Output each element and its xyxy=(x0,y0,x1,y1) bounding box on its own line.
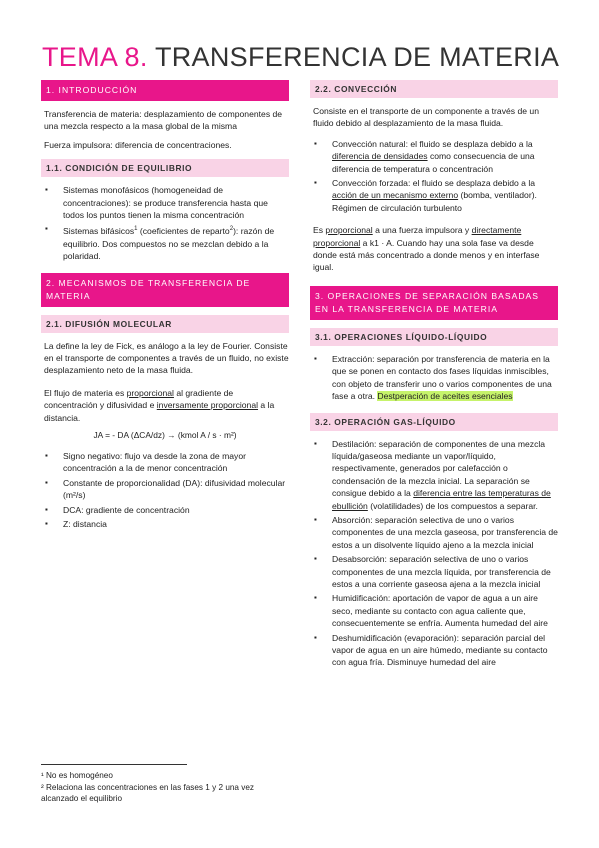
subsection-header-liquido-liquido: 3.1. OPERACIONES LÍQUIDO-LÍQUIDO xyxy=(310,328,558,346)
paragraph: Consiste en el transporte de un componente a través de un fluido debido al desplazamiento de la masa fluida. xyxy=(313,106,539,129)
subsection-header-difusion: 2.1. DIFUSIÓN MOLECULAR xyxy=(41,315,289,333)
left-column xyxy=(41,80,289,536)
footnote-ref[interactable]: 2 xyxy=(229,226,234,233)
underlined-text: inversamente proporcional xyxy=(156,400,259,411)
section-header-mecanismos: 2. MECANISMOS DE TRANSFERENCIA DE MATERIA xyxy=(41,273,289,307)
text: Extracción: separación por transferencia de materia en la que se ponen en contacto dos fases líquidas inmiscibles, con objeto de transferir uno o varios componentes de una fase a otra. xyxy=(332,353,552,402)
list-item xyxy=(330,353,558,403)
bullet-list xyxy=(310,438,558,669)
list-item: ▪ Z: distancia xyxy=(61,518,289,530)
text: Destilación: separación de componentes de una mezcla líquida/gaseosa mediante un vapor/líquido, respectivamente, generados por calefacción o condensación de la mezcla inicial. La separación se consigue debido a la xyxy=(332,438,546,499)
bullet-list xyxy=(310,353,558,403)
footnote-divider xyxy=(41,764,187,765)
list-item: ▪ Constante de proporcionalidad (DA): difusividad molecular (m²/s) xyxy=(61,477,289,502)
footnote-2: ² Relaciona las concentraciones en las fases 1 y 2 una vez alcanzado el equilibrio xyxy=(41,783,254,803)
title-number: TEMA 8. xyxy=(42,42,148,72)
text: a la distancia. xyxy=(44,400,275,423)
text: Sistemas bifásicos xyxy=(63,226,135,237)
paragraph xyxy=(44,387,289,424)
bullet-list xyxy=(41,450,289,530)
underlined-text: proporcional xyxy=(126,387,174,398)
text: Convección natural: el fluido se desplaza debido a la xyxy=(332,138,533,149)
footnote-1: ¹ No es homogéneo xyxy=(41,771,113,780)
underlined-text: acción de un mecanismo externo xyxy=(332,190,459,201)
paragraph: Transferencia de materia: desplazamiento de componentes de una mezcla respecto a la masa global de la misma xyxy=(44,109,283,132)
subsection-header-gas-liquido: 3.2. OPERACIÓN GAS-LÍQUIDO xyxy=(310,413,558,431)
footnote-ref[interactable]: 1 xyxy=(134,226,138,233)
paragraph: La define la ley de Fick, es análogo a la ley de Fourier. Consiste en el transporte de componentes a través de un fluido, no existe desplazamiento neto de la masa fluida. xyxy=(44,340,289,376)
text: a una fuerza impulsora y xyxy=(372,225,472,236)
list-item: ▪ Absorción: separación selectiva de uno o varios componentes de una mezcla gaseosa, por transferencia de estos a un disolvente líquido ajeno a la mezcla inicial xyxy=(330,514,558,551)
right-column xyxy=(310,80,558,675)
list-item: ▪ DCA: gradiente de concentración xyxy=(61,504,289,516)
list-item: ▪ Desabsorción: separación selectiva de uno o varios componentes de una mezcla líquida, por transferencia de estos a una corriente gaseosa ajena a la mezcla inicial xyxy=(330,553,558,590)
underlined-text: proporcional xyxy=(325,225,373,236)
text: (bomba, ventilador). Régimen de circulación turbulento xyxy=(332,190,537,213)
list-item xyxy=(330,438,558,512)
list-item xyxy=(330,177,558,214)
section-header-operaciones: 3. OPERACIONES DE SEPARACIÓN BASADAS EN LA TRANSFERENCIA DE MATERIA xyxy=(310,286,558,320)
text: El flujo de materia es xyxy=(44,387,127,398)
underlined-text: directamente proporcional xyxy=(313,225,522,248)
list-item xyxy=(330,138,558,175)
subsection-header-equilibrio: 1.1. CONDICIÓN DE EQUILIBRIO xyxy=(41,159,289,177)
text: a k1 · A. Cuando hay una sola fase va desde donde está más concentrado a donde menos y en interfase igual. xyxy=(313,237,540,273)
bullet-list xyxy=(41,184,289,262)
list-item xyxy=(61,223,289,262)
paragraph xyxy=(313,224,558,274)
list-item: ▪ Humidificación: aportación de vapor de agua a un aire seco, mediante su contacto con agua caliente que, consecuentemente se enfría. Aumenta humedad del aire xyxy=(330,592,558,629)
subsection-header-conveccion: 2.2. CONVECCIÓN xyxy=(310,80,558,98)
text: al gradiente de concentración y difusividad e xyxy=(44,387,234,411)
fick-formula: JA = - DA (ΔCA/dz) → (kmol A / s · m²) xyxy=(93,429,237,440)
paragraph: Fuerza impulsora: diferencia de concentraciones. xyxy=(44,139,232,150)
text: (coeficientes de reparto xyxy=(137,226,230,237)
title-text: TRANSFERENCIA DE MATERIA xyxy=(154,42,560,72)
section-header-introduccion: 1. INTRODUCCIÓN xyxy=(41,80,289,101)
list-item: ▪ Sistemas monofásicos (homogeneidad de concentraciones): se produce transferencia hasta que todos los puntos tienen la misma concentración xyxy=(61,184,289,221)
bullet-list xyxy=(310,138,558,214)
text: como consecuencia de una diferencia de temperatura o concentración xyxy=(332,151,535,174)
list-item: ▪ Signo negativo: flujo va desde la zona de mayor concentración a la de menor concentración xyxy=(61,450,289,475)
text: ): razón de equilibrio. Dos compuestos no se mezclan debido a la polaridad. xyxy=(63,226,275,262)
page-title xyxy=(42,42,559,73)
text: Es xyxy=(313,225,326,236)
underlined-text: diferencia de densidades xyxy=(332,151,428,162)
underlined-text: diferencia entre las temperaturas de ebullición xyxy=(332,488,551,511)
text: (volatilidades) de los compuestos a separar. xyxy=(367,500,538,511)
text: Convección forzada: el fluido se desplaza debido a la xyxy=(332,178,536,189)
list-item: ▪ Deshumidificación (evaporación): separación parcial del vapor de agua en un aire húmedo, mediante su contacto con agua fría. Disminuye humedad del aire xyxy=(330,632,558,669)
highlighted-text: Destperación de aceites esenciales xyxy=(377,391,513,402)
